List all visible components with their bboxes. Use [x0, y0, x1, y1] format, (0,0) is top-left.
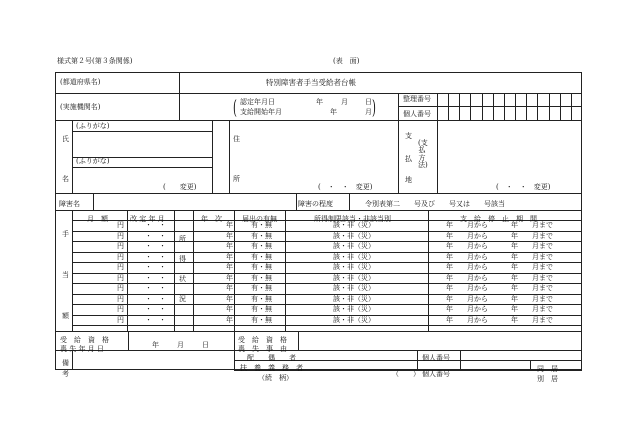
col-monthly-amount: 月 額: [87, 215, 108, 223]
revision-date-dots: ・ ・: [145, 316, 166, 324]
remarks-label-char1: 備: [62, 359, 69, 367]
income-side-char1: 所: [179, 235, 186, 243]
payment-label-char3: 地: [405, 176, 412, 184]
allowance-yen: 円: [117, 221, 124, 229]
report-yes-no: 有・無: [251, 305, 272, 313]
income-year: 年: [226, 263, 233, 271]
payment-start-year: 年: [330, 108, 337, 116]
suspension-to: 年 月まで: [511, 316, 553, 324]
eligibility-loss-reason-label-bottom: 喪 失 事 由: [238, 345, 287, 353]
income-year: 年: [226, 221, 233, 229]
suspension-from: 年 月から: [446, 284, 488, 292]
report-yes-no: 有・無: [251, 253, 272, 261]
suspension-from: 年 月から: [446, 305, 488, 313]
approval-date-label: 認定年月日: [240, 98, 275, 106]
col-year: 年 次: [201, 215, 222, 223]
col-revision-date: 改 定 年 月: [130, 215, 165, 223]
allowance-yen: 円: [117, 295, 124, 303]
limit-applicable: 該・非（災）: [333, 221, 375, 229]
spouse-personal-number-label: 個人番号: [422, 354, 450, 362]
eligibility-loss-date-label-bottom: 喪 失 年 月 日: [60, 345, 104, 353]
suspension-to: 年 月まで: [511, 295, 553, 303]
address-change-label: ( ・ ・ 変更): [318, 183, 373, 191]
approval-year: 年: [316, 98, 323, 106]
grid-line-v: [448, 93, 449, 120]
revision-date-dots: ・ ・: [145, 274, 166, 282]
revision-date-dots: ・ ・: [145, 284, 166, 292]
grid-line-v: [437, 120, 438, 193]
grid-line-v: [459, 93, 460, 120]
income-year: 年: [226, 305, 233, 313]
grid-line-v: [537, 93, 538, 120]
furigana-label-1: (ふりがな): [76, 122, 110, 130]
allowance-yen: 円: [117, 305, 124, 313]
grid-line-v: [526, 93, 527, 120]
income-side-char2: 得: [179, 255, 186, 263]
grid-line-v: [234, 331, 235, 350]
separate-label: 別 居: [537, 375, 558, 383]
grid-line-v: [493, 93, 494, 120]
grid-line-v: [229, 120, 230, 193]
allowance-yen: 円: [117, 263, 124, 271]
report-yes-no: 有・無: [251, 316, 272, 324]
grid-line-v: [549, 93, 550, 120]
loss-year: 年: [152, 341, 159, 349]
allowance-side-char2: 当: [62, 271, 69, 279]
grid-line-v: [437, 93, 438, 120]
grid-line-v: [179, 72, 180, 120]
limit-applicable: 該・非（災）: [333, 305, 375, 313]
allowance-yen: 円: [117, 274, 124, 282]
grid-line-v: [515, 93, 516, 120]
suspension-from: 年 月から: [446, 316, 488, 324]
report-yes-no: 有・無: [251, 232, 272, 240]
grid-line-v: [174, 210, 175, 331]
payment-label-char2: 払: [405, 155, 412, 163]
eligibility-loss-date-label-top: 受 給 資 格: [60, 336, 109, 344]
suspension-from: 年 月から: [446, 221, 488, 229]
grid-line-v: [296, 193, 297, 210]
grid-line-v: [349, 193, 350, 210]
allowance-side-char3: 額: [62, 312, 69, 320]
limit-applicable: 該・非（災）: [333, 242, 375, 250]
suspension-from: 年 月から: [446, 242, 488, 250]
disability-name-label: 障害名: [59, 200, 80, 208]
col-income-limit: 所得制限該当・非該当別: [314, 215, 391, 223]
grid-line-h: [55, 120, 582, 121]
allowance-yen: 円: [117, 284, 124, 292]
dependent-relation-label: （続 柄）: [258, 374, 293, 382]
address-label-char2: 所: [233, 175, 240, 183]
payment-start-month: 月: [365, 108, 372, 116]
allowance-yen: 円: [117, 232, 124, 240]
income-year: 年: [226, 242, 233, 250]
grid-line-v: [285, 210, 286, 331]
income-year: 年: [226, 284, 233, 292]
income-year: 年: [226, 295, 233, 303]
name-label-char1: 氏: [62, 135, 69, 143]
grid-line-v: [571, 93, 572, 120]
furigana-label-2: (ふりがな): [76, 157, 110, 165]
suspension-from: 年 月から: [446, 232, 488, 240]
limit-applicable: 該・非（災）: [333, 316, 375, 324]
name-label-char2: 名: [62, 175, 69, 183]
income-side-char3: 状: [179, 275, 186, 283]
grid-line-v: [128, 331, 129, 350]
grid-line-v: [127, 210, 128, 331]
report-yes-no: 有・無: [251, 242, 272, 250]
grid-line-v: [504, 93, 505, 120]
cohabit-label: 同 居: [537, 365, 558, 373]
income-year: 年: [226, 274, 233, 282]
approval-day: 日: [365, 98, 372, 106]
limit-applicable: 該・非（災）: [333, 274, 375, 282]
grid-line-v: [560, 93, 561, 120]
grid-line-v: [72, 210, 73, 331]
col-report: 届出の有無: [242, 215, 277, 223]
grid-line-h: [55, 210, 582, 211]
col-suspension-period: 支 給 停 止 期 間: [460, 215, 537, 223]
revision-date-dots: ・ ・: [145, 232, 166, 240]
grid-line-h: [55, 331, 582, 332]
payment-label-char1: 支: [405, 132, 412, 140]
suspension-from: 年 月から: [446, 263, 488, 271]
grid-line-h: [72, 167, 212, 168]
revision-date-dots: ・ ・: [145, 305, 166, 313]
suspension-to: 年 月まで: [511, 284, 553, 292]
income-year: 年: [226, 253, 233, 261]
payment-start-label: 支給開始年月: [240, 108, 282, 116]
income-year: 年: [226, 316, 233, 324]
suspension-to: 年 月まで: [511, 253, 553, 261]
form-number: 様式第２号(第３条関係): [57, 57, 133, 65]
dependent-personal-number-label: 個人番号: [422, 370, 450, 378]
payment-method-label: (支払方法): [418, 139, 428, 170]
dependent-label: 扶 養 義 務 者: [240, 364, 303, 372]
loss-month: 月: [177, 341, 184, 349]
reference-number-label: 整理番号: [403, 95, 431, 103]
limit-applicable: 該・非（災）: [333, 295, 375, 303]
suspension-from: 年 月から: [446, 295, 488, 303]
grid-line-v: [470, 93, 471, 120]
allowance-yen: 円: [117, 242, 124, 250]
grid-line-h: [55, 193, 582, 194]
grid-line-v: [212, 120, 213, 193]
limit-applicable: 該・非（災）: [333, 284, 375, 292]
allowance-side-char1: 手: [62, 230, 69, 238]
prefecture-label: (都道府県名): [60, 78, 101, 86]
grid-line-v: [482, 93, 483, 120]
suspension-to: 年 月まで: [511, 221, 553, 229]
suspension-from: 年 月から: [446, 274, 488, 282]
disability-level-text: 令別表第二 号及び 号又は 号該当: [365, 200, 505, 208]
grid-line-h: [179, 93, 582, 94]
limit-applicable: 該・非（災）: [333, 253, 375, 261]
remarks-label-char2: 考: [62, 370, 69, 378]
report-yes-no: 有・無: [251, 263, 272, 271]
grid-line-v: [234, 210, 235, 331]
suspension-to: 年 月まで: [511, 263, 553, 271]
page-title: 特別障害者手当受給者台帳: [266, 78, 356, 87]
grid-line-v: [193, 210, 194, 331]
grid-line-v: [93, 193, 94, 210]
suspension-to: 年 月まで: [511, 242, 553, 250]
report-yes-no: 有・無: [251, 295, 272, 303]
revision-date-dots: ・ ・: [145, 263, 166, 271]
name-change-label: ( 変更): [163, 183, 197, 191]
disability-level-label: 障害の程度: [298, 200, 333, 208]
income-year: 年: [226, 232, 233, 240]
report-yes-no: 有・無: [251, 284, 272, 292]
grid-line-v: [298, 331, 299, 350]
eligibility-loss-reason-label-top: 受 給 資 格: [238, 336, 287, 344]
allowance-yen: 円: [117, 253, 124, 261]
suspension-to: 年 月まで: [511, 232, 553, 240]
address-label-char1: 住: [233, 135, 240, 143]
revision-date-dots: ・ ・: [145, 221, 166, 229]
relation-paren: （ ）: [392, 370, 420, 378]
grid-line-h: [398, 106, 582, 107]
grid-line-h: [55, 350, 582, 351]
limit-applicable: 該・非（災）: [333, 232, 375, 240]
grid-line-v: [530, 360, 531, 370]
grid-line-v: [398, 120, 399, 193]
revision-date-dots: ・ ・: [145, 253, 166, 261]
suspension-from: 年 月から: [446, 253, 488, 261]
suspension-to: 年 月まで: [511, 305, 553, 313]
allowance-yen: 円: [117, 316, 124, 324]
spouse-label: 配 偶 者: [247, 354, 296, 362]
approval-month: 月: [341, 98, 348, 106]
limit-applicable: 該・非（災）: [333, 263, 375, 271]
grid-line-v: [72, 350, 73, 370]
agency-label: (実施機関名): [60, 103, 101, 111]
report-yes-no: 有・無: [251, 274, 272, 282]
report-yes-no: 有・無: [251, 221, 272, 229]
suspension-to: 年 月まで: [511, 274, 553, 282]
revision-date-dots: ・ ・: [145, 242, 166, 250]
side-label: (表 面): [333, 57, 360, 65]
revision-date-dots: ・ ・: [145, 295, 166, 303]
grid-line-h: [72, 131, 212, 132]
personal-number-label: 個人番号: [403, 110, 431, 118]
grid-line-v: [428, 210, 429, 331]
income-side-char4: 況: [179, 295, 186, 303]
grid-line-h: [72, 325, 582, 326]
loss-day: 日: [202, 341, 209, 349]
payment-change-label: ( ・ ・ 変更): [496, 183, 551, 191]
